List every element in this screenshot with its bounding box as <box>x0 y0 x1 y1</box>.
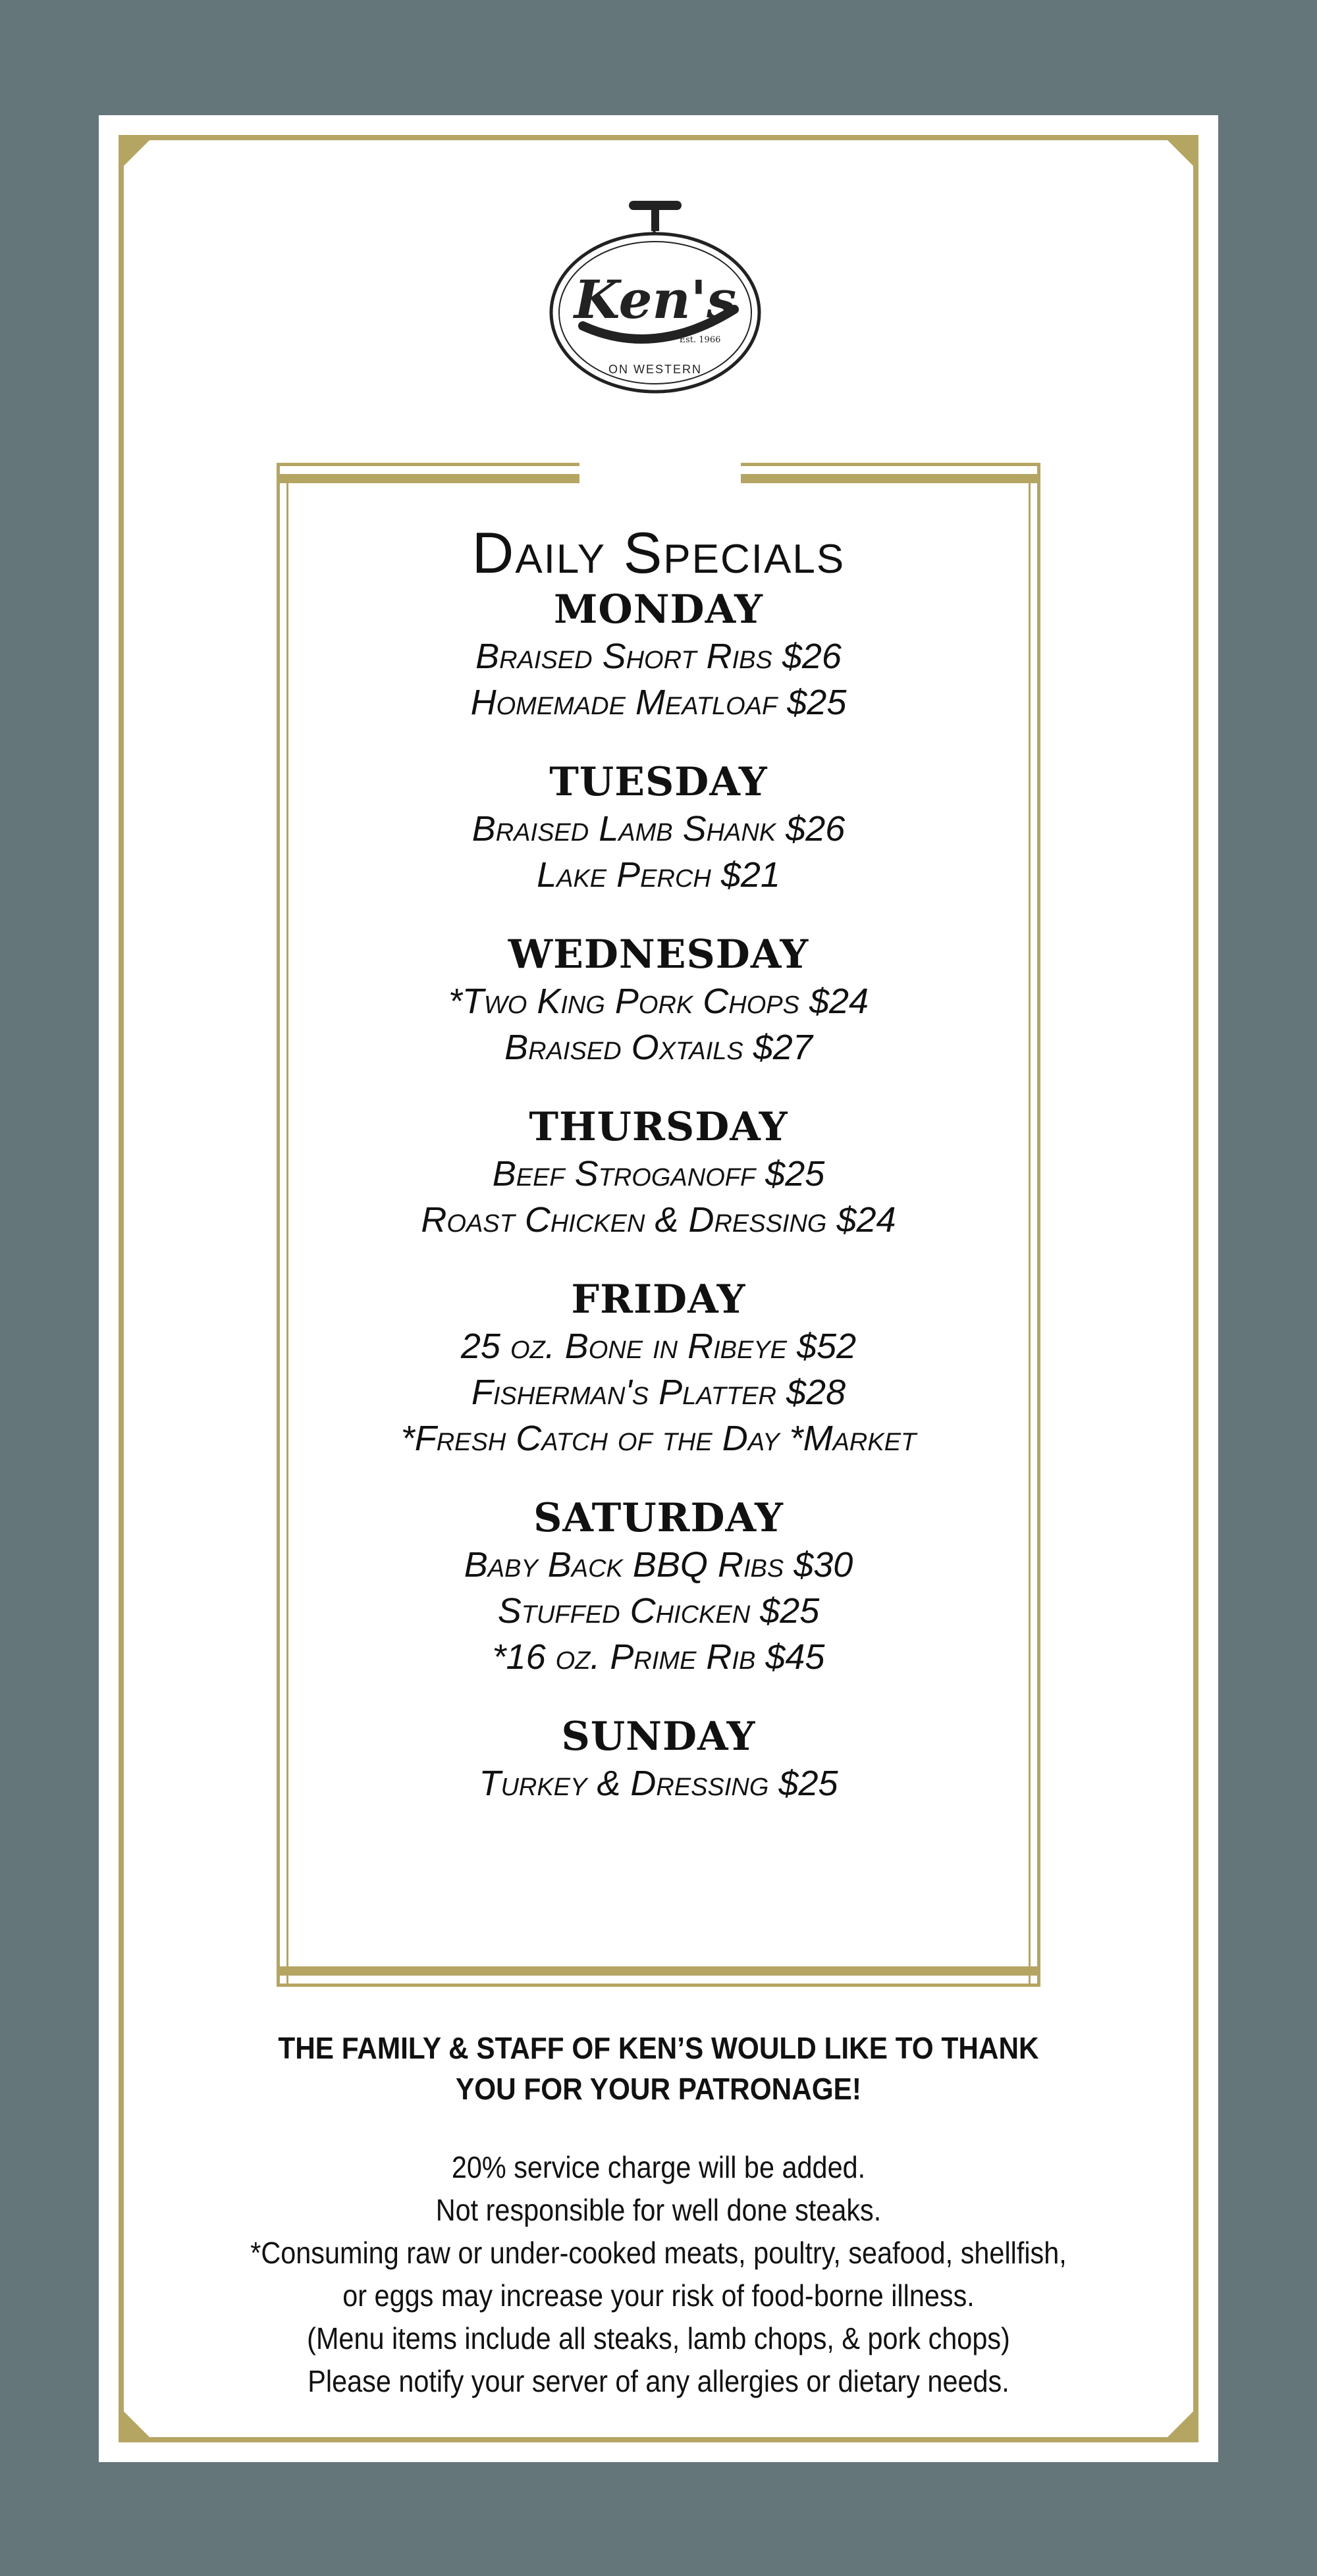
dish-item: Braised Short Ribs $26 <box>475 637 842 676</box>
frame-line <box>277 463 579 466</box>
specials-title: Daily Specials <box>471 520 846 585</box>
day-block <box>277 931 1040 1070</box>
corner-ornament <box>119 135 155 171</box>
dish-item: Homemade Meatloaf $25 <box>470 683 847 722</box>
note-line: Not responsible for well done steaks. <box>435 2193 882 2227</box>
dish-item: Braised Oxtails $27 <box>504 1028 813 1067</box>
dish-item: Stuffed Chicken $25 <box>497 1591 820 1631</box>
frame-line <box>277 474 579 483</box>
dish-item: *Two King Pork Chops $24 <box>448 982 869 1021</box>
logo-est: Est. 1966 <box>679 335 721 345</box>
day-name: FRIDAY <box>571 1276 746 1323</box>
dish-item: *Fresh Catch of the Day *Market <box>400 1419 917 1458</box>
kens-logo <box>543 201 767 398</box>
menu-card <box>99 115 1218 2462</box>
dish-item: Fisherman's Platter $28 <box>471 1373 846 1412</box>
dish-item: Braised Lamb Shank $26 <box>471 809 846 849</box>
day-name: WEDNESDAY <box>508 932 809 978</box>
dish-item: *16 oz. Prime Rib $45 <box>492 1637 825 1677</box>
frame-line <box>741 463 1040 466</box>
day-block <box>277 1713 1040 1806</box>
day-block <box>277 758 1040 898</box>
thank-you-message: THE FAMILY & STAFF OF KEN’S WOULD LIKE TO THANK YOU FOR YOUR PATRONAGE! <box>278 2031 1039 2106</box>
corner-ornament <box>119 2406 155 2442</box>
corner-ornament <box>1162 2406 1198 2442</box>
day-name: TUESDAY <box>549 759 768 805</box>
logo-name: Ken's <box>574 269 737 330</box>
day-name: THURSDAY <box>529 1104 788 1150</box>
frame-line <box>741 474 1040 483</box>
note-line: Please notify your server of any allergies or dietary needs. <box>308 2364 1009 2398</box>
frame-line <box>277 1966 1040 1976</box>
note-line: *Consuming raw or under-cooked meats, poultry, seafood, shellfish, <box>250 2236 1067 2270</box>
logo-tagline: ON WESTERN <box>608 363 703 376</box>
day-name: SUNDAY <box>561 1714 756 1760</box>
dish-item: Baby Back BBQ Ribs $30 <box>464 1545 853 1585</box>
day-block <box>277 1276 1040 1461</box>
day-name: MONDAY <box>554 587 763 633</box>
frame-line <box>277 1984 1040 1987</box>
day-block <box>277 586 1040 725</box>
dish-item: Beef Stroganoff $25 <box>492 1154 825 1194</box>
days-list <box>277 586 1040 1806</box>
dish-item: Roast Chicken & Dressing $24 <box>421 1200 896 1240</box>
daily-specials <box>277 520 1040 1839</box>
notes <box>214 2146 1103 2403</box>
day-block <box>277 1494 1040 1680</box>
corner-ornament <box>1162 135 1198 171</box>
day-name: SATURDAY <box>533 1495 784 1541</box>
dish-item: Turkey & Dressing $25 <box>479 1764 838 1803</box>
dish-item: Lake Perch $21 <box>537 855 780 895</box>
dish-item: 25 oz. Bone in Ribeye $52 <box>460 1327 857 1366</box>
note-line: (Menu items include all steaks, lamb chops, & pork chops) <box>307 2321 1010 2355</box>
note-line: 20% service charge will be added. <box>451 2150 866 2184</box>
note-line: or eggs may increase your risk of food-borne illness. <box>342 2278 975 2313</box>
day-block <box>277 1103 1040 1243</box>
